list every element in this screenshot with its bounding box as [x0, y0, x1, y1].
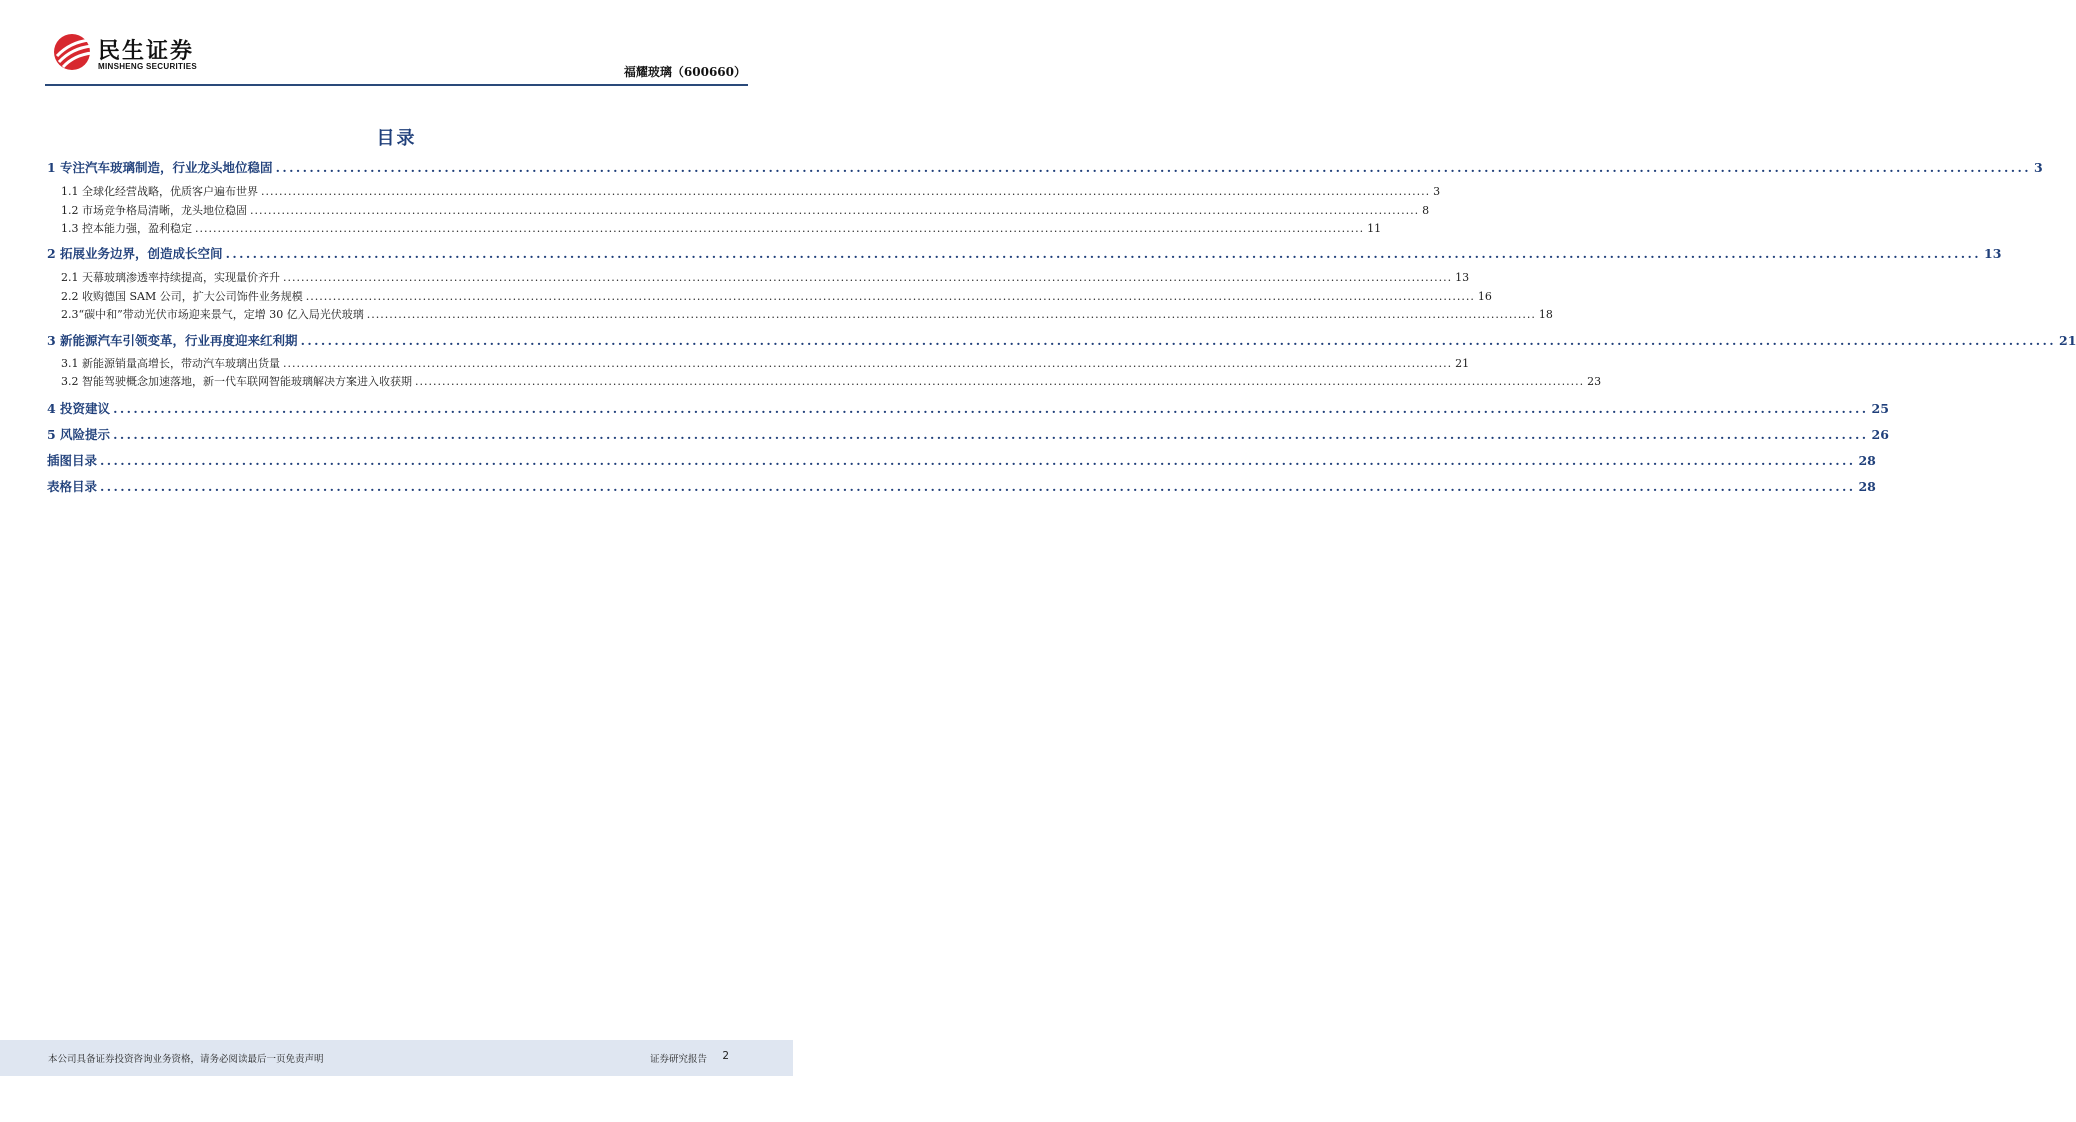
- toc-entry-page: 16: [1477, 290, 1492, 303]
- toc-entry-page: 3: [2034, 160, 2043, 175]
- toc-entry-title: 1.2 市场竞争格局清晰，龙头地位稳固: [61, 204, 247, 217]
- toc-leader-dots: ....................................................................................................................................................................................................................................................................: [100, 453, 1856, 468]
- toc-entry[interactable]: [47, 244, 2002, 262]
- toc-leader-dots: ....................................................................................................................................................................................................................................................................: [283, 271, 1453, 284]
- toc-title: 目录: [376, 128, 417, 149]
- toc-entry[interactable]: [47, 425, 1889, 443]
- toc-leader-dots: ....................................................................................................................................................................................................................................................................: [300, 333, 2057, 348]
- toc-entry-title: 4 投资建议: [47, 401, 111, 416]
- toc-leader-dots: ....................................................................................................................................................................................................................................................................: [275, 160, 2032, 175]
- toc-entry[interactable]: [47, 202, 1430, 218]
- company-ticker: 福耀玻璃（600660）: [623, 65, 746, 79]
- toc-entry-page: 26: [1871, 427, 1889, 442]
- toc-entry-page: 13: [1984, 246, 2002, 261]
- toc-leader-dots: ....................................................................................................................................................................................................................................................................: [305, 290, 1475, 303]
- logo-chinese-name: 民生证券: [98, 39, 195, 64]
- toc-entry[interactable]: [47, 183, 1441, 199]
- toc-entry-page: 21: [1455, 357, 1470, 370]
- toc-entry[interactable]: [47, 220, 1382, 236]
- toc-leader-dots: ....................................................................................................................................................................................................................................................................: [366, 308, 1536, 321]
- toc-entry-page: 28: [1858, 453, 1876, 468]
- footer-page-number: 2: [722, 1050, 729, 1062]
- toc-entry-page: 13: [1455, 271, 1470, 284]
- logo: [52, 28, 252, 78]
- logo-english-name: MINSHENG SECURITIES: [98, 62, 198, 71]
- toc-leader-dots: ....................................................................................................................................................................................................................................................................: [283, 357, 1453, 370]
- toc-entry-title: 插图目录: [47, 453, 98, 468]
- toc-entry-page: 8: [1422, 204, 1430, 217]
- footer-report-type: 证券研究报告: [649, 1054, 707, 1065]
- toc-entry[interactable]: [47, 373, 1602, 389]
- toc-entry-page: 25: [1871, 401, 1889, 416]
- toc-entry[interactable]: [47, 399, 1889, 417]
- toc-entry-page: 3: [1433, 185, 1441, 198]
- page-header: [0, 0, 793, 90]
- toc-entry-title: 1.1 全球化经营战略，优质客户遍布世界: [61, 185, 258, 198]
- footer-disclaimer: 本公司具备证券投资咨询业务资格，请务必阅读最后一页免责声明: [48, 1054, 324, 1065]
- toc-entry-page: 28: [1858, 479, 1876, 494]
- toc-entry[interactable]: [47, 331, 2076, 349]
- toc-entry[interactable]: [47, 269, 1470, 285]
- toc-leader-dots: ....................................................................................................................................................................................................................................................................: [415, 375, 1585, 388]
- header-divider: [45, 84, 748, 86]
- toc-entry-page: 21: [2059, 333, 2076, 348]
- toc-entry[interactable]: [47, 477, 1876, 495]
- toc-entry[interactable]: [47, 158, 2043, 176]
- toc-leader-dots: ....................................................................................................................................................................................................................................................................: [225, 246, 1982, 261]
- toc-entry-title: 2.3“碳中和”带动光伏市场迎来景气，定增 30 亿入局光伏玻璃: [61, 308, 364, 321]
- toc-leader-dots: ....................................................................................................................................................................................................................................................................: [195, 222, 1365, 235]
- toc-entry-title: 2.1 天幕玻璃渗透率持续提高，实现量价齐升: [61, 271, 280, 284]
- toc-entry-page: 23: [1587, 375, 1602, 388]
- toc-leader-dots: ....................................................................................................................................................................................................................................................................: [261, 185, 1431, 198]
- toc-entry-title: 1.3 控本能力强，盈利稳定: [61, 222, 192, 235]
- toc-entry-title: 1 专注汽车玻璃制造，行业龙头地位稳固: [47, 160, 273, 175]
- page-footer: [0, 1040, 793, 1076]
- toc-leader-dots: ....................................................................................................................................................................................................................................................................: [100, 479, 1856, 494]
- toc-entry[interactable]: [47, 355, 1470, 371]
- toc-entry[interactable]: [47, 451, 1876, 469]
- toc-entry-page: 11: [1367, 222, 1382, 235]
- toc-leader-dots: ....................................................................................................................................................................................................................................................................: [250, 204, 1420, 217]
- toc-entry[interactable]: [47, 306, 1553, 322]
- toc-entry-title: 3.1 新能源销量高增长，带动汽车玻璃出货量: [61, 357, 280, 370]
- toc-entry-title: 2.2 收购德国 SAM 公司，扩大公司饰件业务规模: [61, 290, 303, 303]
- toc-entry-title: 2 拓展业务边界，创造成长空间: [47, 246, 223, 261]
- minsheng-logo-icon: [52, 32, 96, 72]
- toc-entry-title: 表格目录: [47, 479, 98, 494]
- toc-entry-title: 5 风险提示: [47, 427, 111, 442]
- toc-entry-page: 18: [1538, 308, 1553, 321]
- toc-entry-title: 3 新能源汽车引领变革，行业再度迎来红利期: [47, 333, 298, 348]
- toc-entry[interactable]: [47, 288, 1492, 304]
- toc-leader-dots: ....................................................................................................................................................................................................................................................................: [113, 401, 1869, 416]
- toc-entry-title: 3.2 智能驾驶概念加速落地，新一代车联网智能玻璃解决方案进入收获期: [61, 375, 412, 388]
- toc-leader-dots: ....................................................................................................................................................................................................................................................................: [113, 427, 1869, 442]
